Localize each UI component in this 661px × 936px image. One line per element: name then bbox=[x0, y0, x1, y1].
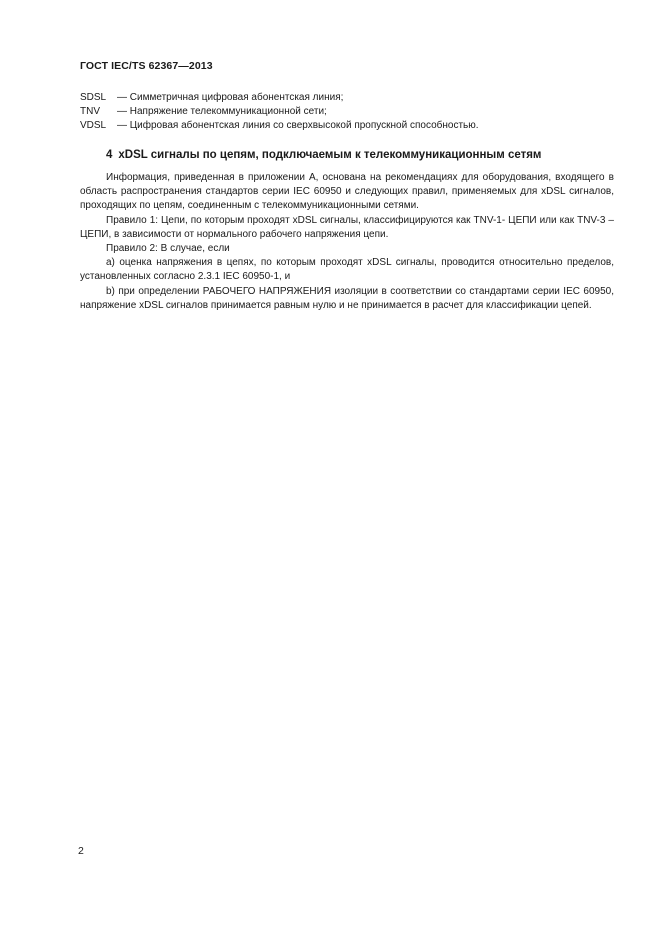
abbreviation-list bbox=[80, 91, 600, 133]
paragraph: Правило 1: Цепи, по которым проходят xDSL сигналы, классифицируются как TNV-1- ЦЕПИ или как TNV-3 –ЦЕПИ, в зависимости от нормального рабочего напряжения цепи. bbox=[80, 214, 614, 240]
list-item-b: b) при определении РАБОЧЕГО НАПРЯЖЕНИЯ изоляции в соответствии со стандартами серии IEC 60950, напряжение xDSL сигналов принимается равным нулю и не принимается в расчет для классификации цепей. bbox=[80, 285, 614, 311]
abbreviation-term: TNV bbox=[80, 106, 100, 117]
section-body bbox=[80, 171, 614, 313]
paragraph: Информация, приведенная в приложении А, основана на рекомендациях для оборудования, входящего в область распространения стандартов серии IEC 60950 и следующих правил, применяемых для xDSL сигналов, проходящих по цепям, соединенным с телекоммуникационными сетями. bbox=[80, 172, 614, 212]
abbreviation-item bbox=[80, 105, 600, 119]
abbreviation-item bbox=[80, 91, 600, 105]
page-number: 2 bbox=[78, 845, 84, 857]
document-header: ГОСТ IEC/TS 62367—2013 bbox=[80, 60, 213, 72]
section-heading bbox=[106, 149, 541, 161]
abbreviation-term: VDSL bbox=[80, 120, 107, 131]
list-item-a: a) оценка напряжения в цепях, по которым проходят xDSL сигналы, проводится относительно пределов, установленных согласно 2.3.1 IEC 60950-1, и bbox=[80, 257, 614, 283]
abbreviation-definition: — Симметричная цифровая абонентская линия; bbox=[117, 92, 344, 103]
section-title: xDSL сигналы по цепям, подключаемым к телекоммуникационным сетям bbox=[118, 149, 542, 161]
abbreviation-definition: — Цифровая абонентская линия со сверхвысокой пропускной способностью. bbox=[117, 120, 479, 131]
paragraph: Правило 2: В случае, если bbox=[106, 243, 230, 255]
abbreviation-term: SDSL bbox=[80, 92, 107, 103]
section-number: 4 bbox=[106, 149, 113, 161]
abbreviation-definition: — Напряжение телекоммуникационной сети; bbox=[117, 106, 327, 117]
abbreviation-item bbox=[80, 119, 600, 133]
